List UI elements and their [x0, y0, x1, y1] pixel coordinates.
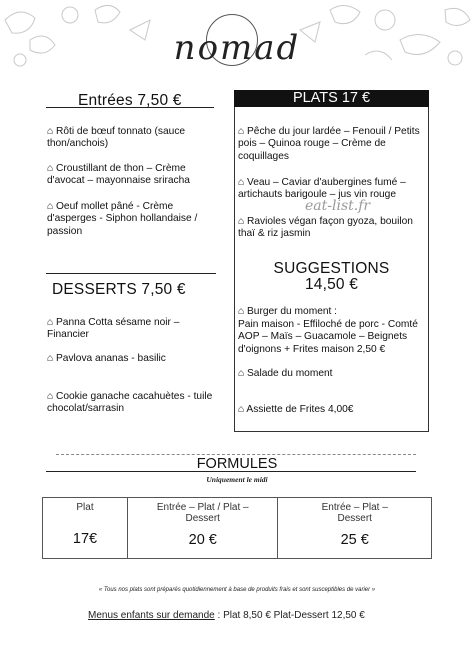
kids-menu-label: Menus enfants sur demande — [88, 610, 215, 621]
plat-item: ⌂ Veau – Caviar d'aubergines fumé – artichauts barigoule – jus vin rouge — [238, 177, 406, 201]
formule-cell — [128, 498, 278, 559]
dessert-item: ⌂ Cookie ganache cacahuètes - tuile chocolat/sarrasin — [47, 391, 213, 415]
formules-subtitle: Uniquement le midi — [206, 475, 268, 484]
entrees-rule — [46, 107, 214, 108]
suggestions-price: 14,50 € — [304, 276, 359, 293]
formules-top-dashes — [56, 454, 416, 455]
plats-title: PLATS 17 € — [234, 90, 429, 107]
formule-cell — [278, 498, 432, 559]
suggestion-item: ⌂ Salade du moment — [238, 368, 333, 379]
formules-title: FORMULES — [196, 456, 278, 472]
kids-menu-prices: : Plat 8,50 € Plat-Dessert 12,50 € — [214, 610, 365, 621]
entree-item: ⌂ Croustillant de thon – Crème d'avocat – mayonnaise sriracha — [47, 163, 190, 187]
burger-description: Pain maison - Effiloché de porc - Comté AOP – Maïs – Guacamole – Beignets d'oignons + Frites maison 2,50 € — [238, 319, 418, 355]
entree-item: ⌂ Oeuf mollet pâné - Crème d'asperges - Siphon hollandaise / passion — [47, 201, 198, 237]
formule-price: 20 € — [188, 532, 217, 548]
formules-rule — [46, 471, 416, 472]
suggestion-item: ⌂ Assiette de Frites 4,00€ — [238, 404, 354, 415]
burger-title: ⌂ Burger du moment : — [238, 306, 338, 317]
formule-label: Entrée – Plat – Dessert — [321, 502, 388, 524]
entrees-title: Entrées 7,50 € — [78, 92, 182, 109]
formule-price: 17€ — [72, 531, 98, 547]
kids-menu — [88, 610, 365, 621]
desserts-title: DESSERTS 7,50 € — [52, 281, 186, 298]
watermark: eat-list.fr — [305, 198, 371, 214]
suggestions-title: SUGGESTIONS — [273, 260, 390, 277]
desserts-rule — [46, 273, 216, 274]
formule-label: Entrée – Plat / Plat – Dessert — [156, 502, 249, 524]
plat-item: ⌂ Pêche du jour lardée – Fenouil / Petits pois – Quinoa rouge – Crème de coquillages — [238, 126, 420, 162]
formules-table — [42, 497, 432, 559]
dessert-item: ⌂ Pavlova ananas - basilic — [47, 353, 166, 364]
dessert-item: ⌂ Panna Cotta sésame noir – Financier — [47, 317, 180, 341]
freshness-note: « Tous nos plats sont préparés quotidiennement à base de produits frais et sont susceptibles de varier » — [98, 587, 376, 593]
brand-logo: nomad — [173, 28, 301, 68]
formule-label: Plat — [76, 502, 94, 513]
formule-cell — [43, 498, 128, 559]
entree-item: ⌂ Rôti de bœuf tonnato (sauce thon/anchois) — [47, 126, 186, 150]
formule-price: 25 € — [340, 532, 369, 548]
plat-item: ⌂ Ravioles végan façon gyoza, bouilon thaï & riz jasmin — [238, 216, 413, 240]
